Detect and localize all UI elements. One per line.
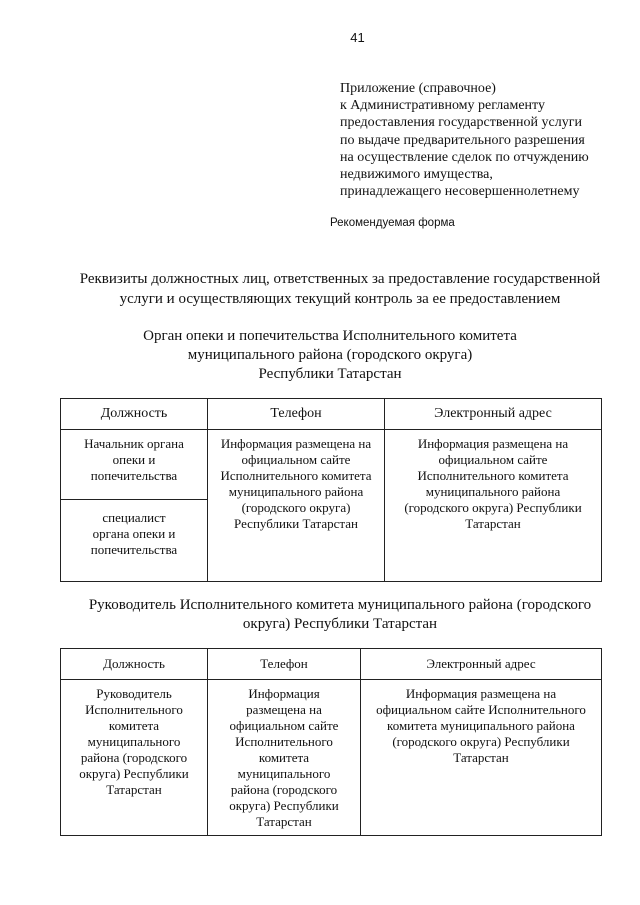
appendix-line: предоставления государственной услуги (340, 115, 582, 131)
column-header-phone: Телефон (208, 649, 361, 680)
cell-text: органа опеки и (92, 526, 176, 541)
section-title-line: Руководитель Исполнительного комитета муниципального района (городского (88, 597, 592, 613)
cell-text: муниципального (87, 734, 181, 749)
document-title-line: услуги и осуществляющих текущий контроль за ее предоставлением (119, 291, 561, 307)
cell-text: (городского округа) Республики (404, 500, 582, 515)
cell-text: Республики Татарстан (234, 516, 358, 531)
appendix-line: Приложение (справочное) (340, 81, 496, 96)
cell-text: Информация (248, 686, 320, 701)
column-header-position: Должность (61, 649, 208, 680)
cell-text: официальном сайте (229, 718, 339, 733)
cell-text: официальном сайте (438, 452, 548, 467)
cell-text: попечительства (90, 468, 178, 483)
cell-text: попечительства (90, 542, 178, 557)
executive-head-section-title (60, 596, 620, 634)
table-row (61, 680, 602, 836)
cell-text: официальном сайте Исполнительного (376, 702, 586, 717)
column-header-position: Должность (61, 399, 208, 430)
section-title-line: округа) Республики Татарстан (242, 616, 438, 632)
column-header-email: Электронный адрес (361, 649, 602, 680)
cell-text: (городского округа) (241, 500, 351, 515)
cell-text: Исполнительного (235, 734, 333, 749)
cell-text: официальном сайте (241, 452, 351, 467)
appendix-line: на осуществление сделок по отчуждению (340, 149, 589, 165)
email-cell (361, 680, 602, 836)
recommended-form-label: Рекомендуемая форма (330, 217, 455, 229)
section-title-line: муниципального района (городского округа) (187, 347, 473, 363)
table-header-row (61, 399, 602, 430)
executive-head-table (60, 648, 602, 836)
document-title-line: Реквизиты должностных лиц, ответственных за предоставление государственной (79, 271, 601, 287)
column-header-email: Электронный адрес (385, 399, 602, 430)
cell-text: комитета муниципального района (387, 718, 575, 733)
cell-text: муниципального района (228, 484, 364, 499)
cell-text: Исполнительного комитета (220, 468, 372, 483)
table-header-row (61, 649, 602, 680)
phone-cell (208, 430, 385, 582)
position-cell (61, 430, 208, 500)
cell-text: специалист (102, 510, 166, 525)
email-cell (385, 430, 602, 582)
cell-text: муниципального района (425, 484, 561, 499)
position-cell (61, 680, 208, 836)
cell-text: Татарстан (465, 516, 521, 531)
cell-text: (городского округа) Республики (392, 734, 570, 749)
appendix-line: по выдаче предварительного разрешения (340, 132, 585, 148)
cell-text: Руководитель (96, 686, 172, 701)
guardianship-section-title (60, 327, 600, 384)
guardianship-officials-table (60, 398, 602, 582)
section-title-line: Республики Татарстан (258, 366, 402, 382)
cell-text: Исполнительного комитета (417, 468, 569, 483)
cell-text: муниципального (237, 766, 331, 781)
appendix-line: недвижимого имущества, (340, 167, 493, 183)
appendix-line: принадлежащего несовершеннолетнему (340, 184, 580, 200)
appendix-line: к Административному регламенту (340, 98, 545, 114)
page-number: 41 (350, 30, 365, 45)
cell-text: Начальник органа (84, 436, 184, 451)
section-title-line: Орган опеки и попечительства Исполнительного комитета (143, 328, 517, 344)
cell-text: Информация размещена на (220, 436, 372, 451)
document-title (60, 269, 620, 309)
cell-text: Исполнительного (85, 702, 183, 717)
cell-text: Татарстан (106, 782, 162, 797)
cell-text: комитета (108, 718, 160, 733)
cell-text: размещена на (246, 702, 322, 717)
cell-text: Информация размещена на (405, 686, 557, 701)
cell-text: комитета (258, 750, 310, 765)
cell-text: района (городского (230, 782, 338, 797)
cell-text: округа) Республики (79, 766, 189, 781)
table-row (61, 430, 602, 500)
appendix-note (340, 80, 630, 200)
position-cell (61, 500, 208, 582)
column-header-phone: Телефон (208, 399, 385, 430)
cell-text: округа) Республики (229, 798, 339, 813)
cell-text: Татарстан (256, 814, 312, 829)
cell-text: Информация размещена на (417, 436, 569, 451)
cell-text: опеки и (112, 452, 156, 467)
phone-cell (208, 680, 361, 836)
cell-text: района (городского (80, 750, 188, 765)
cell-text: Татарстан (453, 750, 509, 765)
